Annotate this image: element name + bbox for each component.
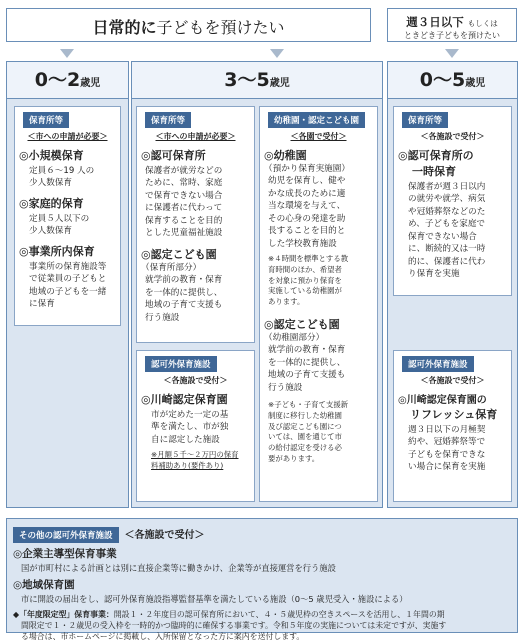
nursery-panel	[14, 106, 121, 326]
category-tag: 保育所等	[23, 112, 69, 128]
age-column-0-2	[6, 61, 129, 508]
category-tag: 認可外保育施設	[145, 356, 217, 372]
daily-rest-text: 子どもを預けたい	[156, 18, 285, 37]
facility-desc: 市に開設の届出をし、認可外保育施設指導監督基準を満たしている施設（0～5 歳児受入・施設による）	[21, 594, 408, 604]
category-tag: 保育所等	[402, 112, 448, 128]
refresh-care-panel: 認可外保育施設 ＜各施設で受付＞ ◎川崎認定保育園の リフレッシュ保育 週３日以下の月極契 約や、冠婚葬祭等で 子どもを保育できな い場合に保育を実施	[393, 350, 512, 502]
facility-title: ◎幼稚園	[264, 149, 307, 162]
application-note: ＜各園で受付＞	[290, 132, 347, 141]
list-item: ◎小規模保育 定員６～19 人の 少人数保育	[19, 149, 95, 189]
application-note: ＜市への申請が必要＞	[27, 132, 108, 141]
program-title: ◆「年度限定型」保育事業：	[13, 610, 114, 619]
weekly-line2: ときどき子どもを預けたい	[404, 31, 500, 40]
application-note: ＜市への申請が必要＞	[155, 132, 236, 141]
facility-title: ◎地域保育園	[13, 579, 75, 591]
facility-title: ◎川崎認定保育園の	[398, 395, 487, 406]
facility-desc: 国が市町村による計画とは別に直接企業等に働きかけ、企業等が直接運営を行う施設	[21, 563, 336, 573]
list-item: ◎事業所内保育 事業所の保育施設等 で従業員の子どもと 地域の子どもを一緒 に保育	[19, 244, 107, 310]
arrow-down-icon	[445, 49, 459, 58]
daily-main-text: 日常的に	[92, 18, 157, 37]
weekly-small-text: もしくは	[467, 19, 498, 28]
facility-title: ◎企業主導型保育事業	[13, 548, 117, 560]
category-tag: 保育所等	[145, 112, 191, 128]
application-note: ＜各施設で受付＞	[420, 132, 485, 141]
facility-title: ◎川崎認定保育園	[141, 393, 228, 406]
facility-title: ◎認定こども園	[141, 247, 217, 261]
arrow-down-icon	[270, 49, 284, 58]
application-note: ＜各施設で受付＞	[420, 376, 485, 385]
daily-header	[6, 8, 371, 42]
facility-title: ◎認定こども園	[264, 317, 340, 331]
facility-title-2: リフレッシュ保育	[410, 408, 498, 421]
weekly-header	[387, 8, 517, 42]
application-note: ＜各施設で受付＞	[124, 530, 205, 541]
list-item: ◎家庭的保育 定員５人以下の 少人数保育	[19, 196, 90, 237]
age-column-0-5	[387, 61, 518, 508]
nursery-panel: 保育所等 ＜市への申請が必要＞ ◎認可保育所 保護者が就労などの ために、常時、家庭 で保育できない場合 に保護者に代わって 保育することを目的 とした児童福祉施設 ◎認定こども園 （保育所部分） 就学前の教育・保育 を一体的に提供し、 地域の子育て支援も 行う施設	[136, 106, 255, 343]
arrow-down-icon	[60, 49, 74, 58]
kindergarten-panel: 幼稚園・認定こども園 ＜各園で受付＞ ◎幼稚園 （預かり保育実施園） 幼児を保育し、健や かな成長のために適 当な環境を与えて、 その心身の発達を助 長することを目的と した学校教育施設 ※４時間を標準とする教 育時間のほか、希望者 を対象に預かり保育を 実施している幼稚園が あります。 ◎認定こども園 （幼稚園部分） 就学前の教育・保育 を一体的に提供し、 地域の子育て支援も 行う施設 ※子ども・子育て支援新 制度に移行した幼稚園 及び認定こども園につ いては、園を通じて市 の給付認定を受ける必 要があります。	[259, 106, 378, 502]
unlicensed-panel: 認可外保育施設 ＜各施設で受付＞ ◎川崎認定保育園 市が定めた一定の基 準を満たし、市が独 自に認定した施設 ※月額５千～２万円の保育 料補助あり(要件あり)	[136, 350, 255, 502]
other-facilities-box: その他の認可外保育施設 ＜各施設で受付＞ ◎企業主導型保育事業 国が市町村による計画とは別に直接企業等に働きかけ、企業等が直接運営を行う施設 ◎地域保育園 市に開設の届出をし、認可外保育施設指導監督基準を満たしている施設（0～5 歳児受入・施設による） ◆「年度限定型」保育事業：開設１・２年度目の認可保育所において、４・５歳児枠の空きスペースを活用し、１年間の期 間限定で１・２歳児の受入枠を一時的かつ臨時的に確保する事業です。令和５年度の実施については未定ですが、実施す る場合は、市ホームページに掲載し、入所保留となった方に案内を送付します。	[6, 518, 518, 633]
weekly-main-text: 週３日以下	[406, 15, 464, 29]
age-heading: 3～5歳児	[132, 62, 382, 99]
age-heading: 0～5歳児	[388, 62, 517, 99]
category-tag: その他の認可外保育施設	[13, 527, 119, 543]
facility-title: ◎認可保育所	[141, 149, 206, 162]
application-note: ＜各施設で受付＞	[163, 376, 228, 385]
category-tag: 幼稚園・認定こども園	[268, 112, 365, 128]
category-tag: 認可外保育施設	[402, 356, 474, 372]
facility-title: ◎認可保育所の	[398, 149, 474, 162]
facility-title-2: 一時保育	[412, 165, 456, 178]
age-column-3-5	[131, 61, 383, 508]
temporary-care-panel: 保育所等 ＜各施設で受付＞ ◎認可保育所の 一時保育 保護者が週３日以内 の就労や就学、病気 や冠婚葬祭などのた め、子どもを家庭で 保育できない場合 に、断続的又は一時 的に、保護者に代わ り保育を実施	[393, 106, 512, 296]
age-heading: 0～2歳児	[7, 62, 128, 99]
